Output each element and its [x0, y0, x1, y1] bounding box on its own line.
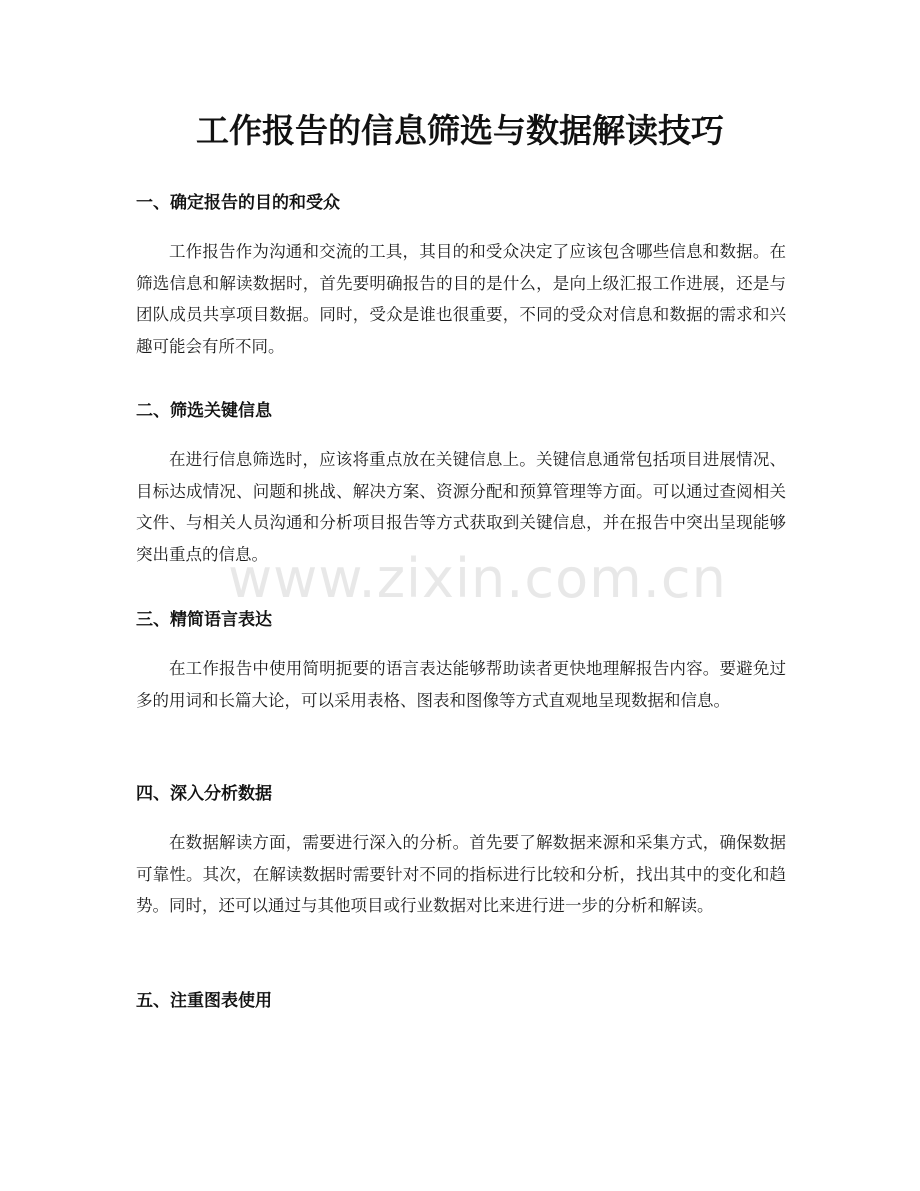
document-title: 工作报告的信息筛选与数据解读技巧 — [196, 111, 724, 150]
section-heading: 五、注重图表使用 — [136, 991, 272, 1011]
section-paragraph: 在工作报告中使用简明扼要的语言表达能够帮助读者更快地理解报告内容。要避免过多的用词和长篇大论，可以采用表格、图表和图像等方式直观地呈现数据和信息。 — [136, 659, 786, 710]
section-heading: 三、精简语言表达 — [136, 610, 272, 630]
section-paragraph: 在数据解读方面，需要进行深入的分析。首先要了解数据来源和采集方式，确保数据可靠性。其次，在解读数据时需要针对不同的指标进行比较和分析，找出其中的变化和趋势。同时，还可以通过与其他项目或行业数据对比来进行进一步的分析和解读。 — [136, 833, 786, 915]
section-charts — [136, 989, 786, 1013]
section-paragraph: 工作报告作为沟通和交流的工具，其目的和受众决定了应该包含哪些信息和数据。在筛选信息和解读数据时，首先要明确报告的目的是什么，是向上级汇报工作进展，还是与团队成员共享项目数据。同时，受众是谁也很重要，不同的受众对信息和数据的需求和兴趣可能会有所不同。 — [136, 242, 786, 356]
section-data-analysis — [136, 782, 786, 922]
section-concise-language — [136, 608, 786, 716]
section-purpose-audience — [136, 191, 786, 362]
watermark: www.zixin.com.cn — [228, 547, 727, 610]
section-key-info — [136, 399, 786, 570]
section-paragraph: 在进行信息筛选时，应该将重点放在关键信息上。关键信息通常包括项目进展情况、目标达成情况、问题和挑战、解决方案、资源分配和预算管理等方面。可以通过查阅相关文件、与相关人员沟通和分析项目报告等方式获取到关键信息，并在报告中突出呈现能够突出重点的信息。 — [136, 450, 786, 564]
section-heading: 四、深入分析数据 — [136, 784, 272, 804]
section-heading: 一、确定报告的目的和受众 — [136, 193, 340, 213]
section-heading: 二、筛选关键信息 — [136, 401, 272, 421]
